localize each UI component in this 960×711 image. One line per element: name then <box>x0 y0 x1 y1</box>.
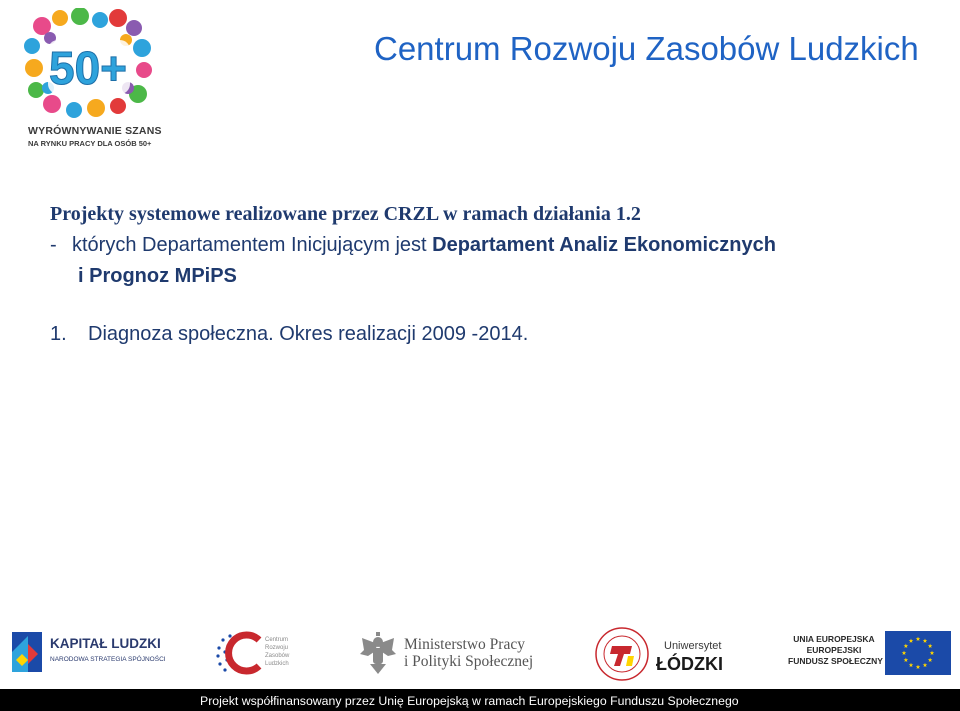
logo-tagline-1: WYRÓWNYWANIE SZANS <box>28 125 162 137</box>
kapital-ludzki-subtitle: NARODOWA STRATEGIA SPÓJNOŚCI <box>50 656 166 663</box>
mpips-label <box>404 636 533 670</box>
list-item-number: 1. <box>50 323 67 345</box>
logo-kapital-ludzki <box>8 630 168 674</box>
university-label-2: ŁÓDZKI <box>656 654 723 674</box>
mpips-line-2: i Polityki Społecznej <box>404 653 534 670</box>
university-seal-icon <box>594 626 650 682</box>
kapital-ludzki-icon <box>8 630 46 674</box>
speech-bubbles-logo-icon <box>22 8 154 120</box>
list-item-text: Diagnoza społeczna. Okres realizacji 2009 -2014. <box>88 323 529 345</box>
section-heading: Projekty systemowe realizowane przez CRZL w ramach działania 1.2 <box>50 203 641 225</box>
description-line <box>50 228 930 262</box>
eu-line-3: FUNDUSZ SPOŁECZNY <box>788 656 883 666</box>
description-bold: Departament Analiz Ekonomicznych <box>432 234 776 256</box>
mpips-line-1: Ministerstwo Pracy <box>404 636 525 653</box>
logo-crzl <box>215 630 305 676</box>
project-list <box>50 320 930 348</box>
eu-line-2: EUROPEJSKI <box>806 645 862 655</box>
list-item <box>50 320 930 348</box>
footer-bar <box>0 689 960 711</box>
polish-eagle-icon <box>358 630 398 676</box>
logo-number: 50+ <box>48 42 128 94</box>
footer-text: Projekt współfinansowany przez Unię Europejską w ramach Europejskiego Funduszu Społecznego <box>200 694 739 708</box>
crzl-label <box>265 636 301 668</box>
kapital-ludzki-title: KAPITAŁ LUDZKI <box>50 636 161 651</box>
partner-logos-bar <box>0 618 960 682</box>
page-title: Centrum Rozwoju Zasobów Ludzkich <box>374 30 919 67</box>
crzl-line: Rozwoju <box>265 645 289 651</box>
logo-tagline-2: NA RYNKU PRACY DLA OSÓB 50+ <box>28 139 152 148</box>
description-continuation: i Prognoz MPiPS <box>78 265 237 287</box>
logo-mpips <box>358 630 548 676</box>
main-content <box>50 200 930 348</box>
description-normal: których Departamentem Inicjującym jest <box>72 234 433 256</box>
dash-bullet: - <box>50 234 57 256</box>
logo-50plus <box>22 8 162 150</box>
crzl-line: Zasobów <box>265 653 290 659</box>
crzl-line: Ludzkich <box>265 661 289 667</box>
crzl-line: Centrum <box>265 637 289 643</box>
university-label-1: Uniwersytet <box>664 640 722 652</box>
logo-uniwersytet-lodzki <box>594 626 734 682</box>
eu-label <box>788 634 883 667</box>
eu-flag-icon <box>885 631 951 675</box>
logo-unia-europejska <box>788 628 953 678</box>
eu-line-1: UNIA EUROPEJSKA <box>793 634 875 644</box>
crzl-icon <box>215 630 265 676</box>
